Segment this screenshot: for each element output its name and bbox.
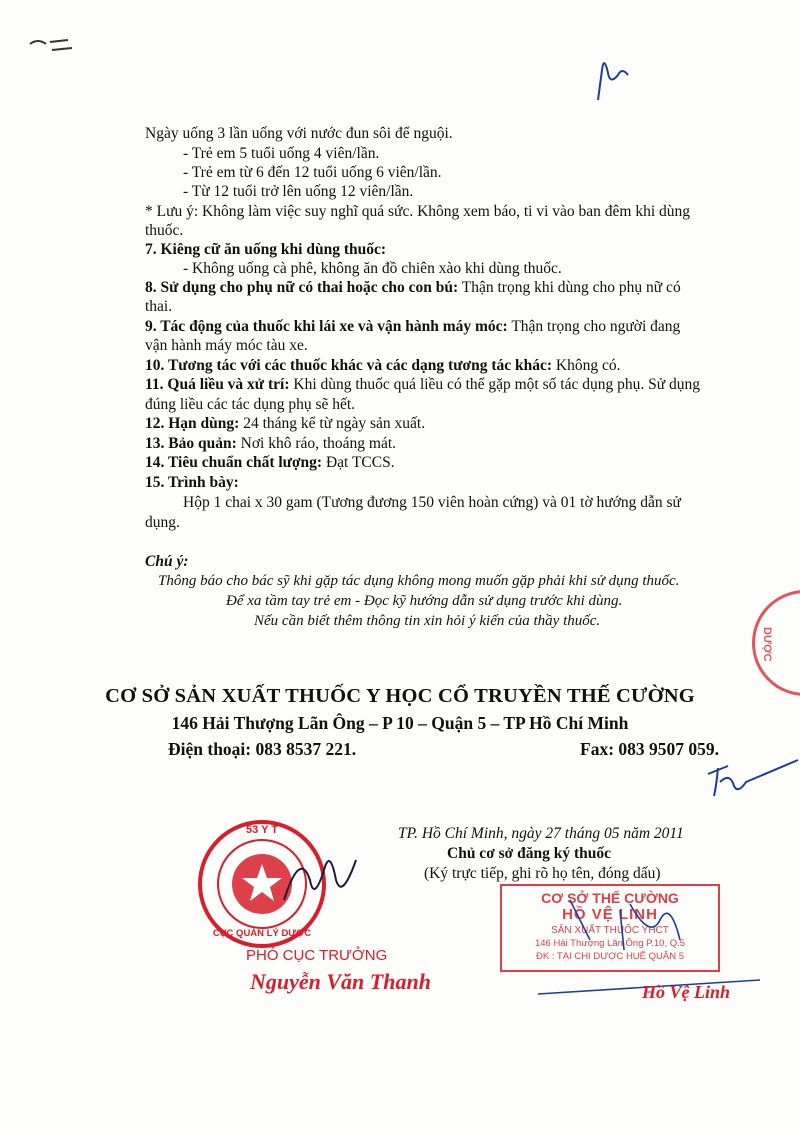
caution-line: Nếu cần biết thêm thông tin xin hỏi ý kiến của thầy thuốc.: [254, 613, 601, 629]
section-14-title: 14. Tiêu chuẩn chất lượng:: [145, 454, 323, 471]
caution-title: Chú ý:: [145, 553, 189, 570]
section-9: [145, 317, 680, 336]
dosage-line: - Trẻ em từ 6 đến 12 tuổi uống 6 viên/lần.: [183, 164, 442, 181]
initials-signature-top: [588, 45, 638, 105]
edge-stamp-text: DƯỢC: [761, 627, 773, 662]
company-stamp-line1: CƠ SỞ THẾ CƯỜNG: [541, 890, 679, 906]
company-stamp-line5: ĐK : TẠI CHI DƯỢC HUẾ QUẬN 5: [535, 951, 685, 962]
section-8-text: Thận trọng khi dùng cho phụ nữ có: [458, 279, 681, 296]
company-name: CƠ SỞ SẢN XUẤT THUỐC Y HỌC CỔ TRUYỀN THẾ CƯỜNG: [105, 685, 695, 707]
usage-intro: Ngày uống 3 lần uống với nước đun sôi để nguội.: [145, 125, 453, 142]
section-9-text-cont: vận hành máy móc tàu xe.: [145, 337, 308, 354]
sign-instruction: (Ký trực tiếp, ghi rõ họ tên, đóng dấu): [424, 865, 661, 882]
section-12-title: 12. Hạn dùng:: [145, 415, 240, 432]
section-15-text: Hộp 1 chai x 30 gam (Tương đương 150 viên hoàn cứng) và 01 tờ hướng dẫn sử: [183, 494, 681, 511]
section-15-text-cont: dụng.: [145, 514, 180, 531]
company-phone: Điện thoại: 083 8537 221.: [168, 739, 357, 759]
section-10: [145, 356, 620, 375]
section-11-text: Khi dùng thuốc quá liều có thể gặp một số tác dụng phụ. Sử dụng: [289, 376, 700, 393]
section-11-text-cont: đúng liều các tác dụng phụ sẽ hết.: [145, 396, 356, 413]
section-12-text: 24 tháng kể từ ngày sản xuất.: [239, 415, 426, 432]
section-13-text: Nơi khô ráo, thoáng mát.: [236, 435, 397, 452]
section-14: [145, 453, 395, 472]
initials-signature-mid: [700, 752, 800, 802]
round-stamp-bottom-text: CỤC QUẢN LÝ DƯỢC: [212, 928, 312, 939]
round-stamp-top-text: 53 Y T: [245, 824, 278, 836]
section-7-item: - Không uống cà phê, không ăn đồ chiên xào khi dùng thuốc.: [183, 260, 562, 277]
section-8: [145, 278, 681, 297]
signer-role: Chủ cơ sở đăng ký thuốc: [447, 845, 612, 862]
section-15-title: 15. Trình bày:: [145, 474, 239, 491]
section-9-title: 9. Tác động của thuốc khi lái xe và vận hành máy móc:: [145, 318, 508, 335]
company-signer-name: Hồ Vệ Linh: [642, 982, 731, 1002]
section-13-title: 13. Bảo quản:: [145, 435, 237, 452]
caution-line: Thông báo cho bác sỹ khi gặp tác dụng không mong muốn gặp phải khi sử dụng thuốc.: [158, 573, 680, 589]
section-9-text: Thận trọng cho người đang: [507, 318, 681, 335]
deputy-title: PHÓ CỤC TRƯỞNG: [246, 947, 388, 964]
section-7-title: 7. Kiêng cữ ăn uống khi dùng thuốc:: [145, 241, 387, 258]
handwritten-signature-left: [280, 840, 360, 910]
section-12: [145, 414, 425, 433]
edge-stamp: [752, 590, 800, 696]
company-stamp-line2: HỒ VỆ LINH: [562, 906, 658, 923]
place-date: TP. Hồ Chí Minh, ngày 27 tháng 05 năm 2011: [398, 825, 684, 842]
company-fax: Fax: 083 9507 059.: [580, 739, 720, 759]
usage-note: * Lưu ý: Không làm việc suy nghĩ quá sức. Không xem báo, ti vi vào ban đêm khi dùng: [145, 203, 691, 220]
section-10-text: Không có.: [552, 357, 621, 374]
dosage-line: - Từ 12 tuổi trở lên uống 12 viên/lần.: [183, 183, 414, 200]
company-stamp-line3: SẢN XUẤT THUỐC YHCT: [551, 925, 669, 936]
dosage-line: - Trẻ em 5 tuổi uống 4 viên/lần.: [183, 145, 380, 162]
company-stamp-line4: 146 Hải Thượng Lãn Ông P.10, Q.5: [534, 938, 686, 949]
usage-note-cont: thuốc.: [145, 222, 184, 239]
section-11-title: 11. Quá liều và xử trí:: [145, 376, 290, 393]
section-8-text-cont: thai.: [145, 298, 173, 315]
caution-line: Để xa tầm tay trẻ em - Đọc kỹ hướng dẫn sử dụng trước khi dùng.: [226, 593, 623, 609]
deputy-name: Nguyễn Văn Thanh: [250, 969, 431, 994]
scan-mark-icon: [28, 30, 78, 60]
section-13: [145, 434, 396, 453]
section-10-title: 10. Tương tác với các thuốc khác và các dạng tương tác khác:: [145, 357, 553, 374]
section-14-text: Đạt TCCS.: [322, 454, 395, 471]
section-11: [145, 375, 700, 394]
company-address: 146 Hải Thượng Lãn Ông – P 10 – Quận 5 – TP Hồ Chí Minh: [171, 713, 629, 733]
section-8-title: 8. Sử dụng cho phụ nữ có thai hoặc cho con bú:: [145, 279, 459, 296]
